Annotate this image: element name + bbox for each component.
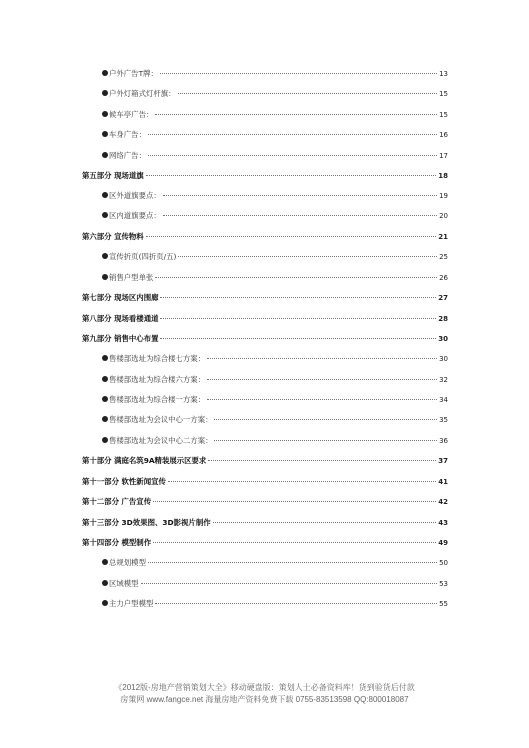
toc-section-page: 42: [438, 498, 448, 506]
toc-section-label: 第九部分 销售中心布置: [82, 334, 159, 343]
dot-leader: [155, 113, 437, 115]
toc-entry-label: 户外广告T牌：: [109, 69, 158, 78]
toc-entry-page: 13: [439, 70, 448, 78]
toc-entry-page: 17: [439, 152, 448, 160]
dot-leader: [178, 255, 437, 257]
toc-section-label: 第八部分 现场看楼通道: [82, 314, 159, 323]
toc-section[interactable]: [82, 333, 448, 344]
toc-section[interactable]: [82, 517, 448, 528]
toc-entry[interactable]: [102, 374, 448, 385]
toc-entry-label: 区外道旗要点：: [109, 191, 161, 200]
bullet-icon: [102, 70, 108, 76]
dot-leader: [153, 541, 436, 543]
footer-contact-line: 房策网 www.fangce.net 海量房地产资料免费下载 0755-83513598 QQ:800018087: [120, 695, 409, 704]
bullet-icon: [102, 355, 108, 361]
dot-leader: [148, 154, 437, 156]
bullet-icon: [102, 212, 108, 218]
toc-entry-label: 候车亭广告：: [109, 110, 154, 119]
toc-entry-page: 30: [439, 355, 448, 363]
toc-entry-label: 区域模型: [109, 579, 139, 588]
dot-leader: [168, 480, 436, 482]
toc-section[interactable]: [82, 292, 448, 303]
dot-leader: [141, 582, 438, 584]
toc-entry-page: 32: [439, 376, 448, 384]
toc-section[interactable]: [82, 170, 448, 181]
bullet-icon: [102, 90, 108, 96]
toc-section[interactable]: [82, 455, 448, 466]
toc-section-label: 第五部分 现场道旗: [82, 171, 144, 180]
bullet-icon: [102, 192, 108, 198]
toc-entry[interactable]: [102, 150, 448, 161]
dot-leader: [214, 439, 437, 441]
toc-entry[interactable]: [102, 557, 448, 568]
dot-leader: [207, 357, 437, 359]
dot-leader: [160, 72, 437, 74]
dot-leader: [160, 296, 436, 298]
toc-section-page: 49: [438, 539, 448, 547]
toc-entry[interactable]: [102, 414, 448, 425]
dot-leader: [160, 317, 436, 319]
footer-promo-line: 《2012版-房地产营销策划大全》移动硬盘版：策划人士必备资料库！货到验货后付款: [114, 683, 415, 692]
toc-entry-page: 26: [439, 274, 448, 282]
toc-section-label: 第十四部分 模型制作: [82, 538, 152, 547]
bullet-icon: [102, 152, 108, 158]
dot-leader: [146, 174, 437, 176]
toc-section-page: 37: [438, 457, 448, 465]
dot-leader: [207, 398, 437, 400]
toc-entry-page: 15: [439, 111, 448, 119]
toc-entry-label: 售楼部选址为综合楼一方案：: [109, 395, 206, 404]
toc-section[interactable]: [82, 313, 448, 324]
toc-entry-page: 16: [439, 131, 448, 139]
bullet-icon: [102, 559, 108, 565]
dot-leader: [148, 561, 437, 563]
toc-entry-label: 售楼部选址为会议中心一方案：: [109, 415, 213, 424]
dot-leader: [208, 459, 436, 461]
toc-entry-page: 55: [439, 600, 448, 608]
toc-section-page: 30: [438, 335, 448, 343]
toc-section-label: 第十三部分 3D效果图、3D影视片制作: [82, 518, 211, 527]
toc-entry[interactable]: [102, 109, 448, 120]
bullet-icon: [102, 437, 108, 443]
toc-entry[interactable]: [102, 190, 448, 201]
toc-entry[interactable]: [102, 68, 448, 79]
toc-section-page: 28: [438, 315, 448, 323]
toc-section-label: 第十二部分 广告宣传: [82, 497, 152, 506]
dot-leader: [163, 214, 437, 216]
toc-entry-page: 53: [439, 580, 448, 588]
toc-entry-page: 35: [439, 416, 448, 424]
dot-leader: [146, 235, 437, 237]
toc-entry[interactable]: [102, 272, 448, 283]
toc-section-page: 43: [438, 519, 448, 527]
toc-entry[interactable]: [102, 353, 448, 364]
toc-entry[interactable]: [102, 598, 448, 609]
toc-section-label: 第七部分 现场区内围廊: [82, 293, 159, 302]
toc-entry-page: 34: [439, 396, 448, 404]
toc-entry-label: 主力户型模型: [109, 599, 154, 608]
toc-entry-label: 售楼部选址为综合楼六方案：: [109, 375, 206, 384]
bullet-icon: [102, 111, 108, 117]
toc-section[interactable]: [82, 537, 448, 548]
toc-section-page: 21: [438, 233, 448, 241]
toc-entry[interactable]: [102, 129, 448, 140]
toc-entry-label: 售楼部选址为综合楼七方案：: [109, 354, 206, 363]
toc-entry[interactable]: [102, 251, 448, 262]
toc-section-label: 第十一部分 软性新闻宣传: [82, 477, 166, 486]
toc-entry[interactable]: [102, 210, 448, 221]
toc-section-page: 27: [438, 294, 448, 302]
dot-leader: [214, 418, 437, 420]
bullet-icon: [102, 253, 108, 259]
dot-leader: [155, 276, 437, 278]
toc-entry[interactable]: [102, 88, 448, 99]
dot-leader: [207, 378, 437, 380]
bullet-icon: [102, 600, 108, 606]
toc-entry-page: 25: [439, 253, 448, 261]
bullet-icon: [102, 580, 108, 586]
bullet-icon: [102, 274, 108, 280]
toc-entry-label: 销售户型单张: [109, 273, 154, 282]
toc-entry-label: 售楼部选址为会议中心二方案：: [109, 436, 213, 445]
toc-entry-label: 宣传折页(四折页/五): [109, 252, 177, 261]
toc-section-label: 第十部分 满庭名筑9A精装展示区要求: [82, 456, 207, 465]
toc-entry[interactable]: [102, 578, 448, 589]
toc-section[interactable]: [82, 496, 448, 507]
bullet-icon: [102, 376, 108, 382]
toc-section-label: 第六部分 宣传物料: [82, 232, 144, 241]
toc-entry-page: 19: [439, 192, 448, 200]
dot-leader: [153, 500, 436, 502]
dot-leader: [148, 133, 437, 135]
toc-entry-page: 15: [439, 90, 448, 98]
toc-entry-label: 户外灯箱式灯杆旗：: [109, 89, 176, 98]
dot-leader: [163, 194, 437, 196]
toc-section[interactable]: [82, 231, 448, 242]
toc-entry-label: 车身广告：: [109, 130, 146, 139]
toc-entry-page: 50: [439, 559, 448, 567]
dot-leader: [213, 521, 437, 523]
toc-entry-label: 网络广告：: [109, 151, 146, 160]
bullet-icon: [102, 396, 108, 402]
toc-entry-label: 总规划模型: [109, 558, 146, 567]
dot-leader: [155, 602, 437, 604]
toc-entry-page: 36: [439, 437, 448, 445]
toc-entry[interactable]: [102, 394, 448, 405]
dot-leader: [160, 337, 436, 339]
toc-section-page: 18: [438, 172, 448, 180]
toc-entry-label: 区内道旗要点：: [109, 211, 161, 220]
toc-entry-page: 20: [439, 212, 448, 220]
bullet-icon: [102, 416, 108, 422]
toc-entry[interactable]: [102, 435, 448, 446]
toc-section[interactable]: [82, 476, 448, 487]
bullet-icon: [102, 131, 108, 137]
toc-section-page: 41: [438, 478, 448, 486]
dot-leader: [178, 92, 438, 94]
